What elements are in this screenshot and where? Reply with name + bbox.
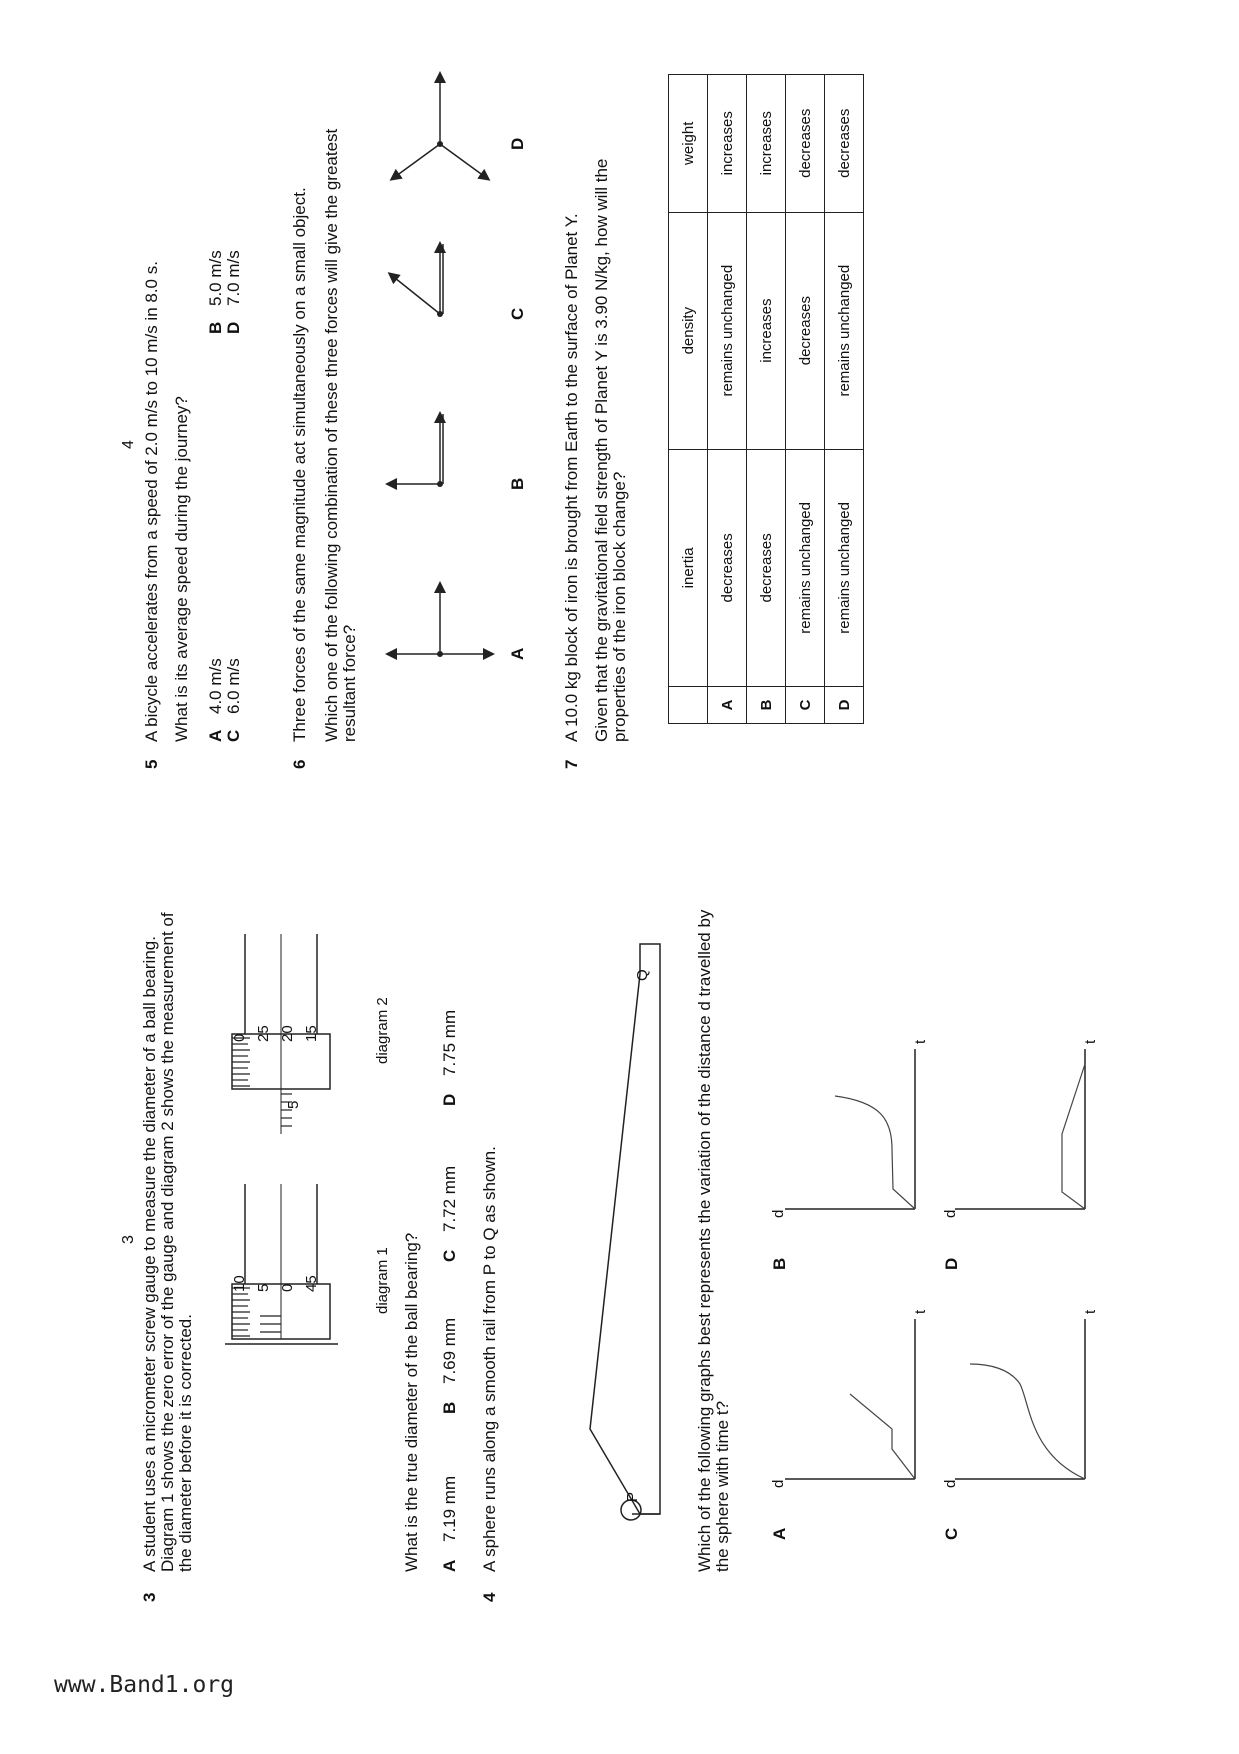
q5-stem: A bicycle accelerates from a speed of 2.0 m/s to 10 m/s in 8.0 s. xyxy=(142,261,161,742)
q4-stem: A sphere runs along a smooth rail from P to Q as shown. xyxy=(480,1146,499,1572)
force-option-c-label: C xyxy=(508,307,527,320)
q5-option-c-label: C xyxy=(224,729,243,742)
q3-option-c-label: C xyxy=(440,1249,459,1262)
page-number-left: 3 xyxy=(120,1235,137,1244)
table-cell: remains unchanged xyxy=(825,449,864,686)
force-option-a-label: A xyxy=(508,647,527,660)
q4-question-line-1: Which of the following graphs best represents the variation of the distance d travelled by xyxy=(695,909,714,1572)
q5-number: 5 xyxy=(142,759,161,769)
q7-question-line-1: Given that the gravitational field strength of Planet Y is 3.90 N/kg, how will the xyxy=(592,158,611,742)
q3-line-1: A student uses a micrometer screw gauge to measure the diameter of a ball bearing. xyxy=(140,936,159,1572)
table-cell: B xyxy=(747,687,786,724)
table-cell: decreases xyxy=(708,449,747,686)
graph-b-d-axis: d xyxy=(770,1209,787,1218)
graph-b xyxy=(780,1044,920,1214)
q7-number: 7 xyxy=(562,759,581,769)
q3-question: What is the true diameter of the ball bearing? xyxy=(402,1232,421,1572)
graph-b-t-axis: t xyxy=(912,1039,929,1044)
q3-option-b-text: 7.69 mm xyxy=(440,1317,459,1384)
table-row xyxy=(708,75,747,724)
q6-question-line-1: Which one of the following combination of these three forces will give the greatest xyxy=(322,128,341,742)
q3-option-d-label: D xyxy=(440,1093,459,1106)
graph-c-label: C xyxy=(942,1527,961,1540)
table-row xyxy=(747,75,786,724)
graph-d-label: D xyxy=(942,1257,961,1270)
d2-scale-3: 15 xyxy=(303,1025,320,1042)
d1-scale-0: 10 xyxy=(231,1275,248,1292)
table-cell: decreases xyxy=(786,75,825,213)
graph-a xyxy=(780,1314,920,1484)
d1-scale-2: 0 xyxy=(279,1283,296,1292)
force-option-d-label: D xyxy=(508,137,527,150)
force-option-b xyxy=(380,404,500,554)
table-cell: decreases xyxy=(786,212,825,449)
graph-a-t-axis: t xyxy=(912,1309,929,1314)
q5-option-b-label: B xyxy=(206,321,225,334)
table-cell: remains unchanged xyxy=(786,449,825,686)
q3-option-a-text: 7.19 mm xyxy=(440,1475,459,1542)
table-header-cell: inertia xyxy=(669,449,708,686)
q3-line-2: Diagram 1 shows the zero error of the gauge and diagram 2 shows the measurement of xyxy=(158,912,177,1572)
table-cell: remains unchanged xyxy=(708,212,747,449)
q5-option-d-label: D xyxy=(224,321,243,334)
diagram-1-label: diagram 1 xyxy=(374,1247,391,1314)
q5-question: What is its average speed during the journey? xyxy=(172,396,191,742)
q3-line-3: the diameter before it is corrected. xyxy=(176,1314,195,1572)
rail-diagram xyxy=(520,934,670,1534)
table-cell: increases xyxy=(747,75,786,213)
force-option-c xyxy=(380,234,500,384)
table-cell: increases xyxy=(708,75,747,213)
d2-sleeve-number: 5 xyxy=(285,1100,302,1109)
q3-option-b-label: B xyxy=(440,1401,459,1414)
q5-option-a-label: A xyxy=(206,729,225,742)
graph-b-label: B xyxy=(770,1257,789,1270)
graph-d xyxy=(950,1044,1090,1214)
table-cell: decreases xyxy=(825,75,864,213)
d2-scale-1: 25 xyxy=(255,1025,272,1042)
q5-option-d-text: 7.0 m/s xyxy=(224,250,243,306)
q7-stem: A 10.0 kg block of iron is brought from Earth to the surface of Planet Y. xyxy=(562,213,581,742)
q5-option-b-text: 5.0 m/s xyxy=(206,250,225,306)
diagram-2-label: diagram 2 xyxy=(374,997,391,1064)
properties-table xyxy=(668,74,864,724)
page-number-right: 4 xyxy=(120,440,137,449)
table-header-cell: density xyxy=(669,212,708,449)
force-option-d xyxy=(380,64,500,214)
table-cell: C xyxy=(786,687,825,724)
d1-scale-3: 45 xyxy=(303,1275,320,1292)
q5-option-c-text: 6.0 m/s xyxy=(224,658,243,714)
q3-number: 3 xyxy=(140,1592,159,1602)
q6-stem: Three forces of the same magnitude act simultaneously on a small object. xyxy=(290,187,309,742)
q6-question-line-2: resultant force? xyxy=(340,624,359,742)
table-header-cell xyxy=(669,687,708,724)
force-option-a xyxy=(380,574,500,724)
table-cell: A xyxy=(708,687,747,724)
graph-d-t-axis: t xyxy=(1082,1039,1099,1044)
q3-option-c-text: 7.72 mm xyxy=(440,1165,459,1232)
rail-point-p: P xyxy=(624,1491,641,1502)
table-cell: decreases xyxy=(747,449,786,686)
force-option-b-label: B xyxy=(508,477,527,490)
graph-a-d-axis: d xyxy=(770,1479,787,1488)
graph-a-label: A xyxy=(770,1527,789,1540)
d2-scale-0: 0 xyxy=(231,1033,248,1042)
q3-option-a-label: A xyxy=(440,1559,459,1572)
table-cell: D xyxy=(825,687,864,724)
d2-scale-2: 20 xyxy=(279,1025,296,1042)
table-row xyxy=(786,75,825,724)
table-cell: remains unchanged xyxy=(825,212,864,449)
q4-question-line-2: the sphere with time t? xyxy=(713,1400,732,1572)
footer-watermark: www.Band1.org xyxy=(54,1672,235,1698)
graph-c xyxy=(950,1314,1090,1484)
table-header-cell: weight xyxy=(669,75,708,213)
table-cell: increases xyxy=(747,212,786,449)
graph-c-t-axis: t xyxy=(1082,1309,1099,1314)
q3-option-d-text: 7.75 mm xyxy=(440,1009,459,1076)
rail-point-q: Q xyxy=(634,969,651,981)
table-header-row xyxy=(669,75,708,724)
d1-scale-1: 5 xyxy=(255,1283,272,1292)
q7-question-line-2: properties of the iron block change? xyxy=(610,471,629,742)
q5-option-a-text: 4.0 m/s xyxy=(206,658,225,714)
graph-c-d-axis: d xyxy=(942,1479,959,1488)
graph-d-d-axis: d xyxy=(942,1209,959,1218)
table-row xyxy=(825,75,864,724)
q4-number: 4 xyxy=(480,1592,499,1602)
q6-number: 6 xyxy=(290,759,309,769)
